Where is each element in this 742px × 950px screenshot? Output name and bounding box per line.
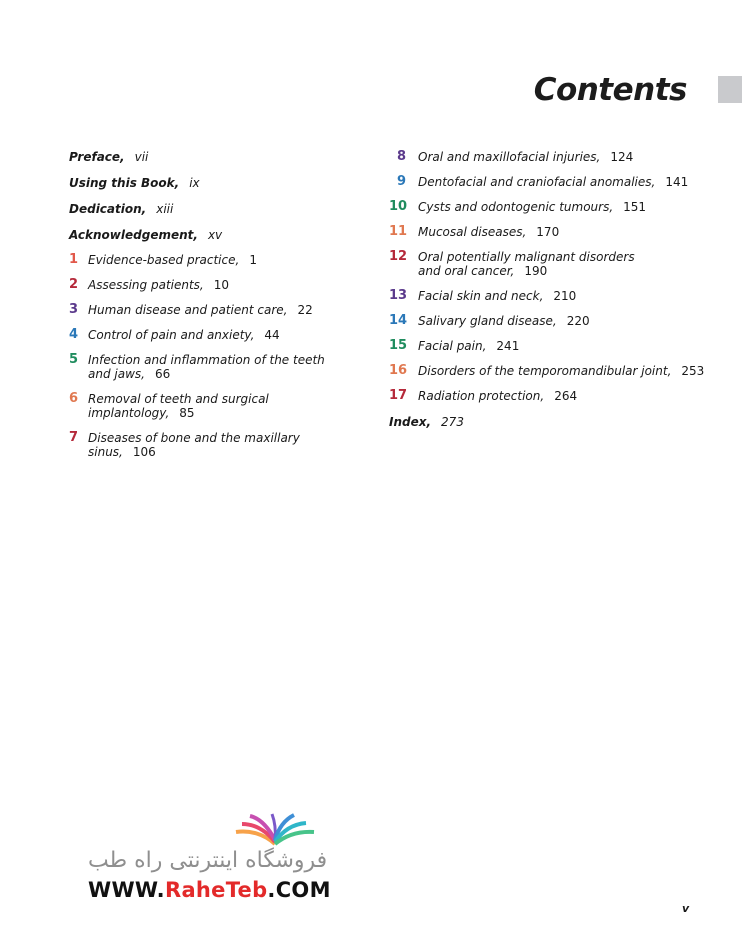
chapter-title-line1: Infection and inflammation of the teeth bbox=[88, 353, 325, 367]
chapter-title: Dentofacial and craniofacial anomalies, bbox=[418, 175, 656, 189]
watermark-url bbox=[88, 878, 331, 902]
chapter-page: 264 bbox=[554, 389, 578, 403]
toc-chapter-4[interactable] bbox=[69, 328, 369, 342]
chapter-number: 16 bbox=[389, 363, 408, 378]
chapter-title: Removal of teeth and surgical implantology, bbox=[88, 392, 269, 420]
toc-chapter-10[interactable] bbox=[389, 200, 719, 214]
toc-chapter-12[interactable] bbox=[389, 250, 719, 278]
chapter-title: Cysts and odontogenic tumours, bbox=[418, 200, 614, 214]
chapter-number: 11 bbox=[389, 224, 408, 239]
chapter-number: 15 bbox=[389, 338, 408, 353]
chapter-number: 9 bbox=[396, 174, 406, 189]
watermark-persian-text: فروشگاه اینترنتی راه طب bbox=[88, 848, 328, 873]
toc-acknowledgement[interactable] bbox=[69, 228, 369, 242]
toc-chapter-3[interactable] bbox=[69, 303, 369, 317]
toc-chapter-5[interactable] bbox=[69, 353, 369, 381]
chapter-page: 124 bbox=[610, 150, 634, 164]
chapter-title-line2: and oral cancer, bbox=[418, 264, 515, 278]
chapter-page: 210 bbox=[553, 289, 577, 303]
chapter-number: 7 bbox=[69, 430, 79, 445]
chapter-number: 13 bbox=[389, 288, 408, 303]
toc-preface[interactable] bbox=[69, 150, 369, 164]
toc-page: ix bbox=[189, 176, 200, 190]
chapter-page: 10 bbox=[213, 278, 230, 292]
watermark-url-brand: RaheTeb bbox=[164, 878, 268, 902]
toc-chapter-13[interactable] bbox=[389, 289, 719, 303]
toc-page: xv bbox=[207, 228, 223, 242]
chapter-number: 8 bbox=[396, 149, 406, 164]
chapter-page: 141 bbox=[665, 175, 689, 189]
chapter-number: 6 bbox=[69, 391, 79, 406]
chapter-title: Diseases of bone and the maxillary sinus, bbox=[88, 431, 300, 459]
toc-chapter-1[interactable] bbox=[69, 253, 369, 267]
chapter-number: 1 bbox=[69, 252, 79, 267]
watermark-url-prefix: WWW. bbox=[88, 878, 165, 902]
chapter-page: 106 bbox=[132, 445, 156, 459]
chapter-page: 220 bbox=[566, 314, 590, 328]
chapter-title: Assessing patients, bbox=[88, 278, 204, 292]
chapter-page: 151 bbox=[623, 200, 647, 214]
page-title: Contents bbox=[533, 72, 687, 108]
title-accent-bar bbox=[718, 76, 742, 103]
chapter-page: 44 bbox=[264, 328, 280, 342]
chapter-title: Salivary gland disease, bbox=[418, 314, 557, 328]
chapter-number: 12 bbox=[389, 249, 408, 264]
toc-chapter-15[interactable] bbox=[389, 339, 719, 353]
toc-chapter-14[interactable] bbox=[389, 314, 719, 328]
chapter-number: 5 bbox=[69, 352, 79, 367]
chapter-title-line1: Oral potentially malignant disorders bbox=[418, 250, 635, 264]
chapter-title: Radiation protection, bbox=[418, 389, 545, 403]
chapter-number: 4 bbox=[69, 327, 79, 342]
toc-chapter-9[interactable] bbox=[389, 175, 719, 189]
chapter-title: Control of pain and anxiety, bbox=[88, 328, 255, 342]
toc-label: Preface, bbox=[69, 150, 125, 164]
book-logo-icon bbox=[234, 812, 316, 846]
chapter-number: 10 bbox=[389, 199, 408, 214]
toc-label: Dedication, bbox=[69, 202, 147, 216]
chapter-title: Facial pain, bbox=[418, 339, 487, 353]
chapter-page: 253 bbox=[681, 364, 705, 378]
chapter-page: 1 bbox=[249, 253, 257, 267]
toc-page: xiii bbox=[156, 202, 174, 216]
chapter-number: 2 bbox=[69, 277, 79, 292]
chapter-title-line2: and jaws, bbox=[88, 367, 145, 381]
toc-dedication[interactable] bbox=[69, 202, 369, 216]
chapter-page: 241 bbox=[496, 339, 520, 353]
chapter-page: 66 bbox=[154, 367, 171, 381]
toc-chapter-16[interactable] bbox=[389, 364, 719, 378]
chapter-number: 17 bbox=[389, 388, 408, 403]
toc-index[interactable] bbox=[389, 415, 719, 429]
toc-right-column bbox=[389, 150, 719, 429]
toc-chapter-17[interactable] bbox=[389, 389, 719, 403]
chapter-title: Disorders of the temporomandibular joint, bbox=[418, 364, 672, 378]
toc-chapter-8[interactable] bbox=[389, 150, 719, 164]
toc-label: Index, bbox=[389, 415, 432, 429]
chapter-title: Evidence-based practice, bbox=[88, 253, 240, 267]
toc-page: vii bbox=[134, 150, 149, 164]
toc-left-column bbox=[69, 150, 369, 459]
chapter-page: 170 bbox=[536, 225, 560, 239]
chapter-page: 190 bbox=[524, 264, 548, 278]
toc-chapter-7[interactable] bbox=[69, 431, 369, 459]
toc-chapter-6[interactable] bbox=[69, 392, 369, 420]
toc-chapter-11[interactable] bbox=[389, 225, 719, 239]
toc-label: Acknowledgement, bbox=[69, 228, 198, 242]
toc-using-this-book[interactable] bbox=[69, 176, 369, 190]
page-number: v bbox=[682, 902, 690, 915]
chapter-title: Mucosal diseases, bbox=[418, 225, 527, 239]
chapter-title: Oral and maxillofacial injuries, bbox=[418, 150, 601, 164]
chapter-title: Facial skin and neck, bbox=[418, 289, 544, 303]
chapter-title: Human disease and patient care, bbox=[88, 303, 288, 317]
chapter-page: 22 bbox=[297, 303, 313, 317]
chapter-number: 14 bbox=[389, 313, 408, 328]
chapter-number: 3 bbox=[69, 302, 79, 317]
toc-label: Using this Book, bbox=[69, 176, 180, 190]
chapter-page: 85 bbox=[179, 406, 195, 420]
toc-page: 273 bbox=[441, 415, 464, 429]
toc-chapter-2[interactable] bbox=[69, 278, 369, 292]
watermark-url-suffix: .COM bbox=[267, 878, 331, 902]
